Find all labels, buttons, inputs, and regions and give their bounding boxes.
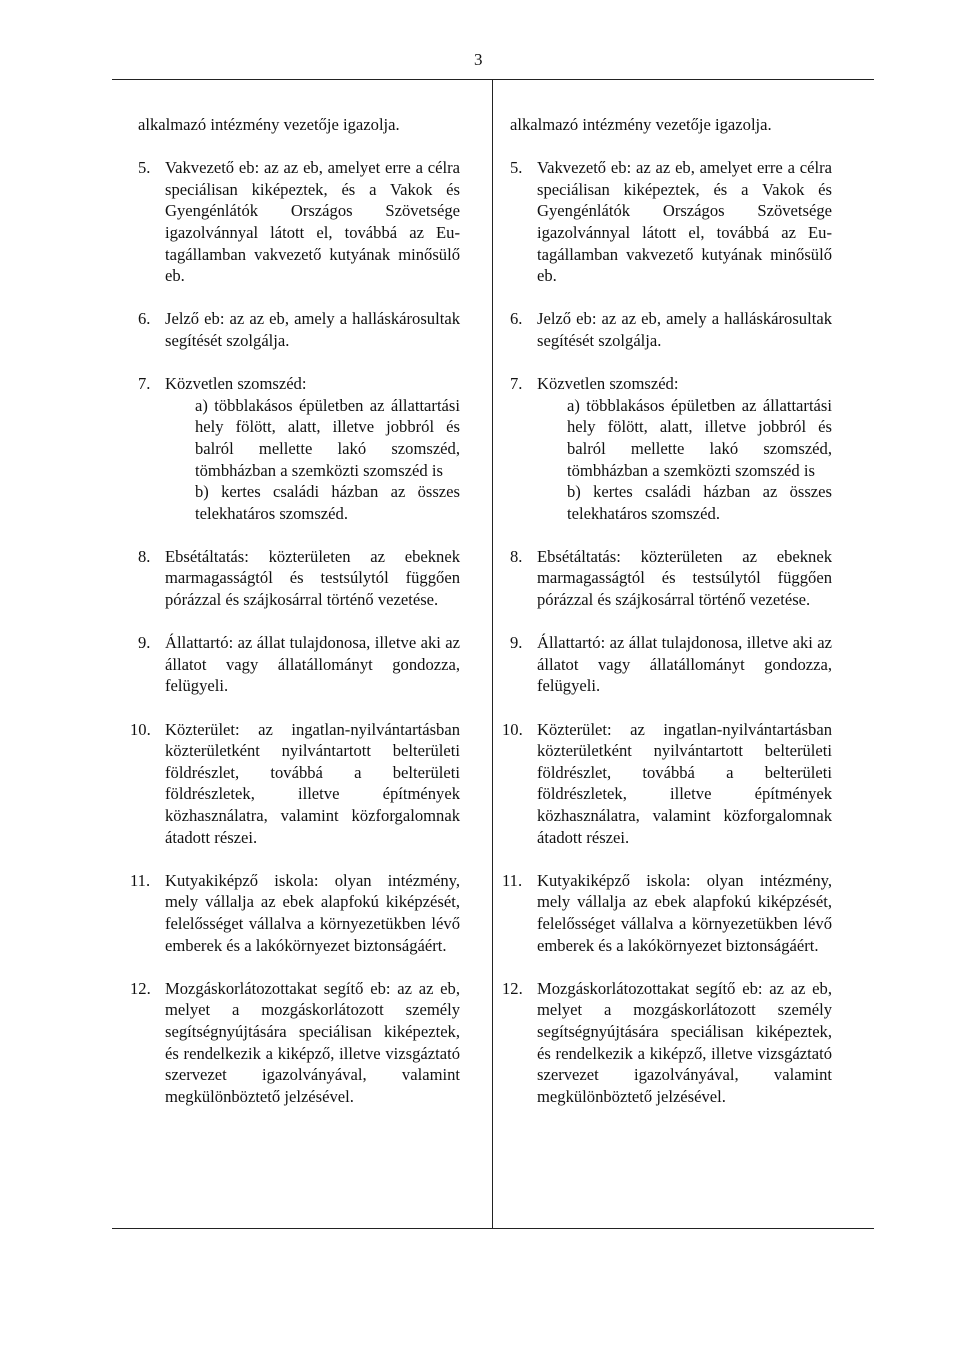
item-number: 12. [130, 978, 151, 998]
item-text: Jelző eb: az az eb, amely a halláskárosultak segítését szolgálja. [537, 309, 832, 350]
definition-item-5 [138, 157, 460, 287]
right-column [502, 114, 832, 1129]
item-text: Ebsétáltatás: közterületen az ebeknek marmagasságtól és testsúlytól függően pórázzal és szájkosárral történő vezetése. [537, 546, 832, 610]
item-number: 7. [138, 374, 151, 394]
comparison-table [112, 79, 874, 1229]
item-number: 9. [138, 633, 151, 653]
item-text: Mozgáskorlátozottakat segítő eb: az az eb, melyet a mozgáskorlátozott személy segítségnyújtására speciálisan kiképeztek, és rendelkezik a kiképző, illetve vizsgáztató szervezet igazolványával, valamint megkülönböztető jelzésével. [537, 978, 832, 1106]
definition-item-9 [138, 632, 460, 697]
item-text: Jelző eb: az az eb, amely a halláskárosultak segítését szolgálja. [165, 309, 460, 350]
item-text: Kutyakiképző iskola: olyan intézmény, mely vállalja az ebek alapfokú kiképzését, felelősséget vállalva a környezetükben lévő emberek és a lakókörnyezet biztonságáért. [165, 870, 460, 955]
sub-items [510, 395, 832, 525]
column-divider [492, 80, 493, 1228]
sub-item-b: b) kertes családi házban az összes telekhatáros szomszéd. [567, 482, 832, 523]
item-number: 10. [130, 719, 151, 739]
sub-items [138, 395, 460, 525]
definition-item-8 [138, 546, 460, 611]
item-number: 10. [502, 719, 523, 739]
item-number: 6. [510, 309, 523, 329]
definition-item-11 [130, 870, 460, 956]
item-lead: Közvetlen szomszéd: [165, 374, 307, 394]
definition-item-6 [138, 308, 460, 351]
definition-item-12 [130, 978, 460, 1108]
item-number: 11. [502, 870, 523, 890]
item-text: Vakvezető eb: az az eb, amelyet erre a célra speciálisan kiképeztek, és a Vakok és Gyengénlátók Országos Szövetsége igazolvánnyal látott el, továbbá az Eu-tagállamban vakvezető kutyának minősülő eb. [165, 158, 460, 286]
intro-text: alkalmazó intézmény vezetője igazolja. [510, 115, 772, 134]
definition-item-8 [510, 546, 832, 611]
item-number: 8. [510, 546, 523, 566]
item-number: 5. [138, 158, 151, 178]
left-column [130, 114, 460, 1129]
definition-item-7 [138, 373, 460, 524]
item-text: Vakvezető eb: az az eb, amelyet erre a célra speciálisan kiképeztek, és a Vakok és Gyengénlátók Országos Szövetsége igazolvánnyal látott el, továbbá az Eu-tagállamban vakvezető kutyának minősülő eb. [537, 158, 832, 286]
item-number: 9. [510, 633, 523, 653]
item-text: Állattartó: az állat tulajdonosa, illetve aki az állatot vagy állatállományt gondozza, felügyeli. [165, 633, 460, 696]
item-text: Kutyakiképző iskola: olyan intézmény, mely vállalja az ebek alapfokú kiképzését, felelősséget vállalva a környezetükben lévő emberek és a lakókörnyezet biztonságáért. [537, 870, 832, 955]
item-number: 12. [502, 978, 523, 998]
item-text: Közterület: az ingatlan-nyilvántartásban közterületként nyilvántartott belterületi földrészlet, továbbá a belterületi földrészletek, illetve építmények közhasználatra, valamint közforgalomnak átadott részei. [537, 719, 832, 847]
definition-item-10 [130, 719, 460, 849]
item-number: 6. [138, 309, 151, 329]
sub-item-a: a) többlakásos épületben az állattartási hely fölött, alatt, illetve jobbról és balról mellette lakó szomszéd, tömbházban a szemközti szomszéd is [567, 395, 832, 480]
definition-item-9 [510, 632, 832, 697]
item-number: 7. [510, 374, 523, 394]
item-text: Közterület: az ingatlan-nyilvántartásban közterületként nyilvántartott belterületi földrészlet, továbbá a belterületi földrészletek, illetve építmények közhasználatra, valamint közforgalomnak átadott részei. [165, 719, 460, 847]
item-number: 8. [138, 546, 151, 566]
item-number: 11. [130, 870, 151, 890]
item-text: Ebsétáltatás: közterületen az ebeknek marmagasságtól és testsúlytól függően pórázzal és szájkosárral történő vezetése. [165, 546, 460, 610]
intro-text: alkalmazó intézmény vezetője igazolja. [138, 115, 400, 134]
definition-item-7 [510, 373, 832, 524]
definition-item-6 [510, 308, 832, 351]
item-number: 5. [510, 158, 523, 178]
definition-item-10 [502, 719, 832, 849]
sub-item-b: b) kertes családi házban az összes telekhatáros szomszéd. [195, 482, 460, 523]
definition-item-5 [510, 157, 832, 287]
definition-item-12 [502, 978, 832, 1108]
page-number: 3 [474, 50, 483, 69]
item-text: Mozgáskorlátozottakat segítő eb: az az eb, melyet a mozgáskorlátozott személy segítségnyújtására speciálisan kiképeztek, és rendelkezik a kiképző, illetve vizsgáztató szervezet igazolványával, valamint megkülönböztető jelzésével. [165, 978, 460, 1106]
item-lead: Közvetlen szomszéd: [537, 374, 679, 394]
item-text: Állattartó: az állat tulajdonosa, illetve aki az állatot vagy állatállományt gondozza, felügyeli. [537, 633, 832, 696]
sub-item-a: a) többlakásos épületben az állattartási hely fölött, alatt, illetve jobbról és balról mellette lakó szomszéd, tömbházban a szemközti szomszéd is [195, 395, 460, 480]
definition-item-11 [502, 870, 832, 956]
